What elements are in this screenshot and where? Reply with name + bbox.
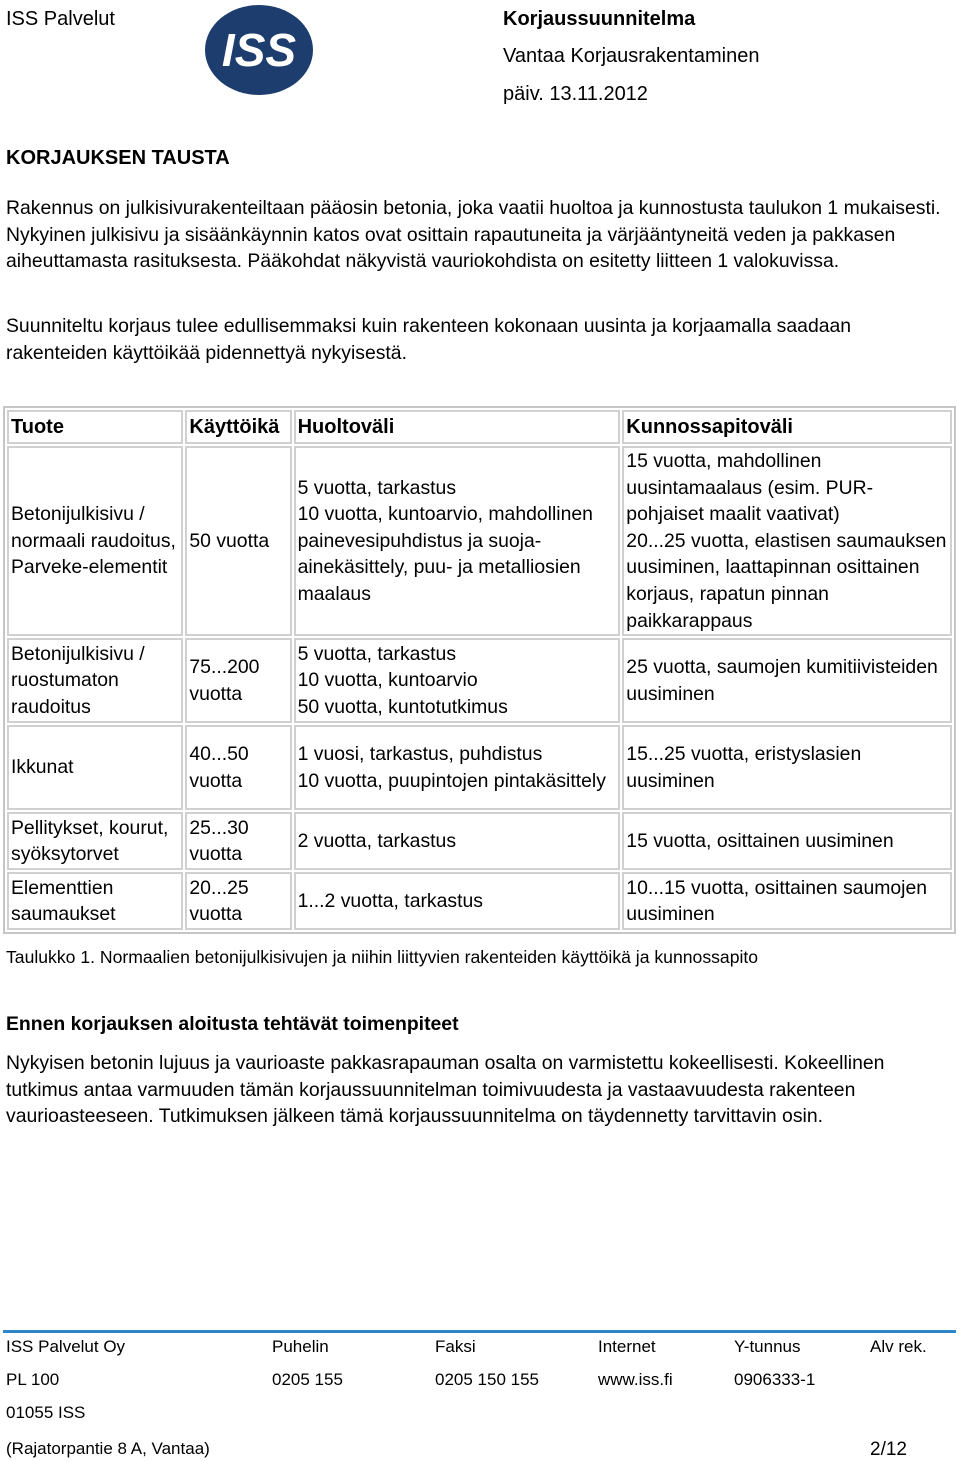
document-subtitle: Vantaa Korjausrakentaminen [503, 45, 760, 67]
cell-lifetime: 20...25 vuotta [185, 872, 291, 930]
maintenance-line: 10 vuotta, puupintojen pintakäsittely [297, 769, 606, 792]
footer-website-link[interactable]: www.iss.fi [598, 1370, 673, 1389]
maintenance-line: 1...2 vuotta, tarkastus [297, 889, 483, 912]
cell-repair [622, 638, 952, 723]
header-lifetime: Käyttöikä [185, 410, 291, 444]
header-product: Tuote [7, 410, 183, 444]
cell-maintenance [294, 812, 621, 870]
preparations-paragraph: Nykyisen betonin lujuus ja vaurioaste pakkasrapauman osalta on varmistettu kokeellisesti. Kokeellinen tutkimus antaa varmuuden tämän korjaussuunnitelman toimivuudesta ja vastaavuudesta rakenteen vaurioasteeseen. Tutkimuksen jälkeen tämä korjaussuunnitelma on täydennetty tarvittavin osin. [6, 1052, 885, 1128]
footer-ytunnus: 0906333-1 [734, 1370, 816, 1389]
cell-repair [622, 446, 952, 636]
footer-company: ISS Palvelut Oy [6, 1337, 126, 1356]
section-title-background: KORJAUKSEN TAUSTA [6, 147, 230, 169]
repair-line: 25 vuotta, saumojen kumitiivisteiden uusiminen [626, 656, 938, 705]
cell-lifetime: 25...30 vuotta [185, 812, 291, 870]
company-name: ISS Palvelut [6, 8, 115, 30]
maintenance-line: 1 vuosi, tarkastus, puhdistus [297, 743, 543, 766]
maintenance-line: 50 vuotta, kuntotutkimus [297, 695, 508, 718]
header-maintenance: Huoltoväli [294, 410, 621, 444]
table-row [7, 446, 952, 636]
background-paragraph-1: Rakennus on julkisivurakenteiltaan pääosin betonia, joka vaatii huoltoa ja kunnostusta taulukon 1 mukaisesti. Nykyinen julkisivu ja sisäänkäynnin katos ovat osittain rapautuneita ja värjääntyneitä veden ja pakkasen aiheuttamasta rasituksesta. Pääkohdat näkyvistä vauriokohdista on esitetty liitteen 1 valokuvissa. [6, 197, 941, 273]
cell-maintenance [294, 446, 621, 636]
footer-fax-label: Faksi [435, 1337, 476, 1356]
repair-line: 15 vuotta, osittainen uusiminen [626, 829, 894, 852]
table-row [7, 872, 952, 930]
repair-line: 15 vuotta, mahdollinen uusintamaalaus (esim. PUR-pohjaiset maalit vaativat) [626, 450, 874, 526]
page-number: 2/12 [870, 1439, 907, 1460]
cell-product: Betonijulkisivu / normaali raudoitus, Parveke-elementit [7, 446, 183, 636]
table-caption: Taulukko 1. Normaalien betonijulkisivujen ja niihin liittyvien rakenteiden käyttöikä ja kunnossapito [6, 947, 759, 967]
footer-address-1: PL 100 [6, 1370, 60, 1389]
footer-alv-label: Alv rek. [870, 1337, 927, 1356]
repair-line: 10...15 vuotta, osittainen saumojen uusiminen [626, 876, 928, 926]
cell-repair [622, 812, 952, 870]
table-header-row [7, 410, 952, 444]
footer-address-2: 01055 ISS [6, 1403, 86, 1422]
cell-lifetime: 75...200 vuotta [185, 638, 291, 723]
cell-product: Elementtien saumaukset [7, 872, 183, 930]
table-row [7, 725, 952, 810]
cell-lifetime: 50 vuotta [185, 446, 291, 636]
footer-ytunnus-label: Y-tunnus [734, 1337, 801, 1356]
cell-product: Betonijulkisivu / ruostumaton raudoitus [7, 638, 183, 723]
table-row [7, 812, 952, 870]
maintenance-line: 5 vuotta, tarkastus [297, 476, 457, 499]
footer-fax: 0205 150 155 [435, 1370, 539, 1389]
repair-line: 15...25 vuotta, eristyslasien uusiminen [626, 743, 862, 792]
maintenance-line: 5 vuotta, tarkastus [297, 642, 457, 665]
cell-product: Pellitykset, kourut, syöksytorvet [7, 812, 183, 870]
section-title-preparations: Ennen korjauksen aloitusta tehtävät toimenpiteet [6, 1013, 459, 1035]
maintenance-table [3, 406, 956, 934]
cell-lifetime: 40...50 vuotta [185, 725, 291, 810]
maintenance-line: 2 vuotta, tarkastus [297, 829, 457, 852]
logo-text: ISS [221, 24, 297, 76]
maintenance-line: 10 vuotta, kuntoarvio, mahdollinen painevesipuhdistus ja suoja-ainekäsittely, puu- ja metalliosien maalaus [297, 503, 593, 605]
cell-repair [622, 725, 952, 810]
document-title: Korjaussuunnitelma [503, 8, 696, 30]
cell-maintenance [294, 872, 621, 930]
footer-phone-label: Puhelin [272, 1337, 329, 1356]
document-date: päiv. 13.11.2012 [503, 83, 648, 105]
cell-maintenance [294, 725, 621, 810]
maintenance-line: 10 vuotta, kuntoarvio [297, 669, 478, 692]
cell-product: Ikkunat [7, 725, 183, 810]
table-row [7, 638, 952, 723]
header-repair: Kunnossapitoväli [622, 410, 952, 444]
cell-repair [622, 872, 952, 930]
repair-line: 20...25 vuotta, elastisen saumauksen uusiminen, laattapinnan osittainen korjaus, rapatun pinnan paikkarappaus [626, 529, 947, 632]
footer-internet-label: Internet [598, 1337, 656, 1356]
footer-divider [3, 1330, 956, 1333]
iss-logo [204, 4, 314, 96]
background-paragraph-2: Suunniteltu korjaus tulee edullisemmaksi kuin rakenteen kokonaan uusinta ja korjaamalla saadaan rakenteiden käyttöikää pidennettyä nykyisestä. [6, 315, 852, 364]
cell-maintenance [294, 638, 621, 723]
footer-address-3: (Rajatorpantie 8 A, Vantaa) [6, 1439, 210, 1458]
footer-phone: 0205 155 [272, 1370, 343, 1389]
